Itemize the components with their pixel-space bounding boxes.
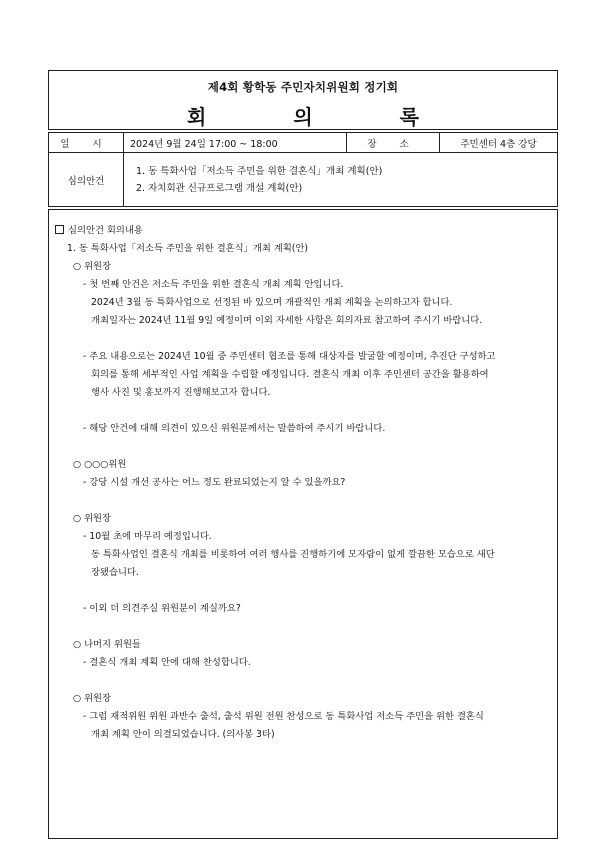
date-label: 일 시	[49, 133, 124, 153]
speaker-line: ○ 나머지 위원들	[73, 639, 141, 650]
speech-line: - 주요 내용으로는 2024년 10월 중 주민센터 협조를 통해 대상자를 발굴할 예정이며, 추진단 구성하고	[83, 351, 496, 362]
speaker-line: ○ 위원장	[73, 513, 112, 524]
speech-line: 장됐습니다.	[91, 567, 139, 578]
checkbox-square-icon	[55, 225, 64, 234]
speech-line: - 결혼식 개최 계획 안에 대해 찬성합니다.	[83, 657, 251, 668]
speech-line: 동 특화사업인 결혼식 개최를 비롯하여 여러 행사를 진행하기에 모자람이 없게 깔끔한 모습으로 새단	[91, 549, 495, 560]
speech-line: - 10월 초에 마무리 예정입니다.	[83, 531, 212, 542]
agenda-item: 2. 자치회관 신규프로그램 개설 계획(안)	[136, 182, 303, 194]
meeting-info-table	[48, 132, 558, 207]
speech-line: 회의를 통해 세부적인 사업 계획을 수립할 예정입니다. 결혼식 개최 이후 주민센터 공간을 활용하여	[91, 369, 489, 380]
document-title: 회 의 록	[187, 105, 459, 129]
speech-line: - 이외 더 의견주실 위원분이 계실까요?	[83, 603, 241, 614]
speech-line: 개최일자는 2024년 11월 9일 예정이며 이외 자세한 사항은 회의자료 참고하여 주시기 바랍니다.	[91, 315, 483, 326]
speech-line: 2024년 3월 동 특화사업으로 선정된 바 있으며 개괄적인 개최 계획을 논의하고자 합니다.	[91, 297, 453, 308]
date-value: 2024년 9월 24일 17:00 ~ 18:00	[124, 133, 347, 153]
minutes-body	[48, 209, 558, 839]
speaker-line: ○ ○○○위원	[73, 459, 127, 470]
meeting-subtitle: 제4회 황학동 주민자치위원회 정기회	[207, 80, 399, 94]
agenda-label: 심의안건	[49, 153, 124, 207]
section-heading	[55, 222, 143, 236]
agenda-item: 1. 동 특화사업「저소득 주민을 위한 결혼식」개최 계획(안)	[136, 165, 383, 177]
section-title: 심의안건 회의내용	[68, 225, 143, 236]
agenda-cell	[124, 153, 558, 207]
speech-line: - 강당 시설 개선 공사는 어느 정도 완료되었는지 알 수 있을까요?	[83, 477, 346, 488]
speaker-line: ○ 위원장	[73, 693, 112, 704]
speech-line: - 첫 번째 안건은 저소득 주민을 위한 결혼식 개최 계획 안입니다.	[83, 279, 344, 290]
speech-line: - 그럼 재적위원 위원 과반수 출석, 출석 위원 전원 찬성으로 동 특화사업 저소득 주민을 위한 결혼식	[83, 711, 484, 722]
place-label: 장 소	[347, 133, 440, 153]
speech-line: 개최 계획 안이 의결되었습니다. (의사봉 3타)	[91, 729, 275, 740]
speech-line: 행사 사진 및 홍보까지 진행해보고자 합니다.	[91, 387, 271, 398]
speech-line: - 해당 안건에 대해 의견이 있으신 위원분께서는 말씀하여 주시기 바랍니다.	[83, 423, 386, 434]
agenda-item-heading: 1. 동 특화사업「저소득 주민을 위한 결혼식」개최 계획(안)	[67, 243, 309, 254]
title-box	[48, 70, 558, 130]
place-value: 주민센터 4층 강당	[440, 133, 558, 153]
speaker-line: ○ 위원장	[73, 261, 112, 272]
